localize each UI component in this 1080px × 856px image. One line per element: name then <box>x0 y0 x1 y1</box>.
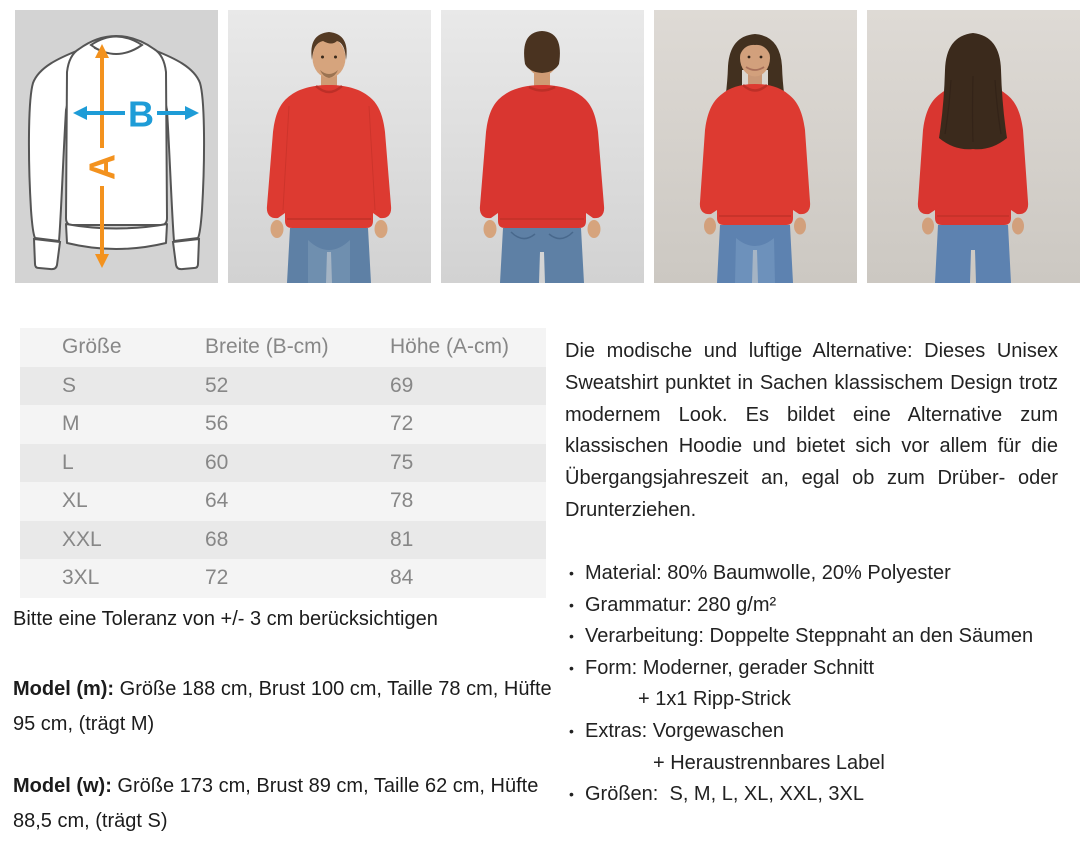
product-gallery <box>15 10 1080 283</box>
female-front-photo <box>654 10 857 283</box>
feature-verarbeitung: • Verarbeitung: Doppelte Steppnaht an den Säumen <box>565 621 1065 653</box>
bullet-icon: • <box>569 659 574 676</box>
hoehe-cell: 81 <box>390 527 414 551</box>
feature-material: • Material: 80% Baumwolle, 20% Polyester <box>565 558 1065 590</box>
col-header-hoehe: Höhe (A-cm) <box>390 335 510 359</box>
photo-male-model-front <box>228 10 431 283</box>
size-row-s <box>20 367 546 406</box>
bullet-icon: • <box>569 786 574 803</box>
model-m-info <box>13 672 558 742</box>
size-cell: S <box>62 373 77 397</box>
feature-form-cont: + 1x1 Ripp-Strick <box>638 688 791 711</box>
female-back-photo <box>867 10 1080 283</box>
col-header-breite: Breite (B-cm) <box>205 335 329 359</box>
breite-cell: 56 <box>205 412 229 436</box>
bullet-icon: • <box>569 596 574 613</box>
size-row-3xl <box>20 559 546 598</box>
hoehe-cell: 84 <box>390 566 414 590</box>
feature-list <box>565 558 1065 811</box>
breite-cell: 68 <box>205 527 229 551</box>
feature-grammatur: • Grammatur: 280 g/m² <box>565 590 1065 622</box>
photo-female-model-front <box>654 10 857 283</box>
model-m-text: Größe 188 cm, Brust 100 cm, Taille 78 cm, Hüfte 95 cm, (trägt M) <box>13 678 558 735</box>
size-cell: XXL <box>62 527 102 551</box>
sweatshirt-measurement-diagram <box>15 10 218 283</box>
feature-extras: • Extras: Vorgewaschen <box>565 716 1065 748</box>
size-cell: 3XL <box>62 566 100 590</box>
model-w-text: Größe 173 cm, Brust 89 cm, Taille 62 cm, Hüfte 88,5 cm, (trägt S) <box>13 775 544 832</box>
diagram-label-a: A <box>81 154 123 180</box>
bullet-icon: • <box>569 565 574 581</box>
size-table-header-row <box>20 328 546 367</box>
size-diagram-image <box>15 10 218 283</box>
size-cell: L <box>62 450 74 474</box>
photo-female-model-back <box>867 10 1080 283</box>
bullet-icon: • <box>569 722 574 739</box>
hoehe-cell: 69 <box>390 373 414 397</box>
model-m-label: Model (m): <box>13 678 115 700</box>
feature-groessen: • Größen: S, M, L, XL, XXL, 3XL <box>565 779 1065 811</box>
male-back-photo <box>441 10 644 283</box>
size-row-xxl <box>20 521 546 560</box>
size-cell: XL <box>62 489 88 513</box>
hoehe-cell: 72 <box>390 412 414 436</box>
breite-cell: 52 <box>205 373 229 397</box>
size-row-xl <box>20 482 546 521</box>
hoehe-cell: 78 <box>390 489 414 513</box>
breite-cell: 72 <box>205 566 229 590</box>
breite-cell: 64 <box>205 489 229 513</box>
model-w-info <box>13 769 553 839</box>
male-front-photo <box>228 10 431 283</box>
product-description: Die modische und luftige Alternative: Dieses Unisex Sweatshirt punktet in Sachen klassischem Design trotz modernem Look. Es bildet eine Alternative zum klassischen Hoodie und bietet sich vor allem für die Übergangsjahreszeit an, egal ob zum Drüber- oder Drunterziehen. <box>565 340 1058 521</box>
feature-extras-cont: + Heraustrennbares Label <box>653 751 885 774</box>
bullet-icon: • <box>569 628 574 645</box>
feature-form: • Form: Moderner, gerader Schnitt <box>565 653 1065 685</box>
col-header-groesse: Größe <box>62 335 122 359</box>
breite-cell: 60 <box>205 450 229 474</box>
photo-male-model-back <box>441 10 644 283</box>
size-row-l <box>20 444 546 483</box>
tolerance-note: Bitte eine Toleranz von +/- 3 cm berücksichtigen <box>13 608 438 630</box>
size-row-m <box>20 405 546 444</box>
size-cell: M <box>62 412 80 436</box>
model-w-label: Model (w): <box>13 775 112 797</box>
diagram-label-b: B <box>128 93 154 135</box>
size-table <box>20 328 546 598</box>
hoehe-cell: 75 <box>390 450 414 474</box>
